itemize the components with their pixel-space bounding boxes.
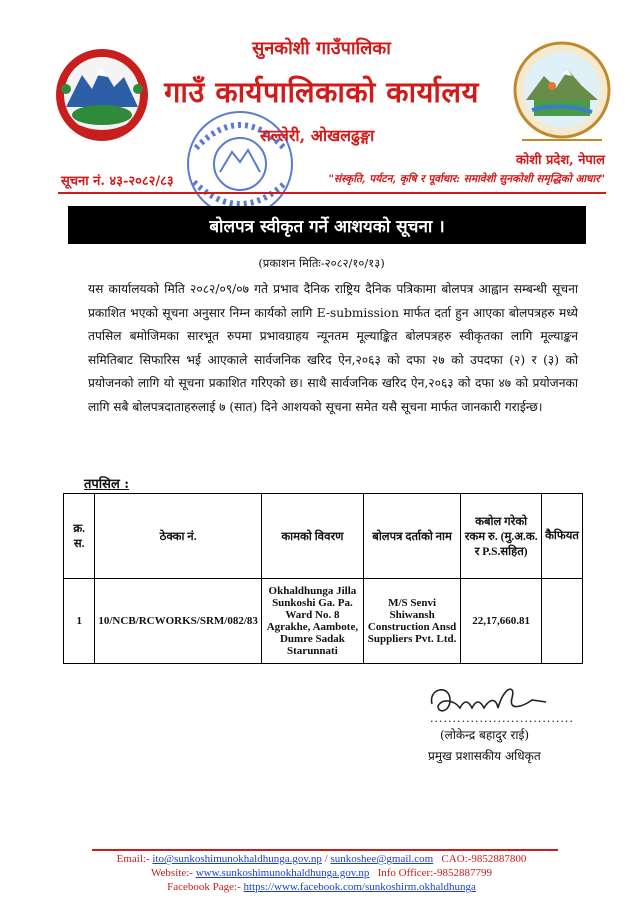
facebook-label: Facebook Page:- [167, 881, 241, 893]
office-address: सल्लेरी, ओखलढुङ्गा [260, 126, 375, 145]
org-name: सुनकोशी गाउँपालिका [252, 38, 391, 59]
province-name: कोशी प्रदेश, नेपाल [515, 153, 605, 168]
schedule-label: तपसिल : [84, 477, 130, 492]
signatory-name: (लोकेन्द्र बहादुर राई) [440, 728, 530, 742]
municipality-slogan: "संस्कृति, पर्यटन, कृषि र पूर्वाधार: समावेशी सुनकोशी समृद्धिको आधार" [328, 173, 605, 185]
header-amount: कबोल गरेको रकम रु. (मु.अ.क. र P.S.सहित) [461, 494, 542, 579]
header-bidder: बोलपत्र दर्ताको नाम [363, 494, 460, 579]
footer-website-line [0, 867, 643, 879]
header-contract-no: ठेक्का नं. [95, 494, 262, 579]
cell-remarks [542, 579, 583, 664]
facebook-link[interactable]: https://www.facebook.com/sunkoshirm.okhaldhunga [243, 881, 476, 893]
footer-divider [92, 849, 558, 851]
schedule-table [63, 493, 583, 664]
info-officer-contact: Info Officer:-9852887799 [377, 867, 492, 879]
office-name: गाउँ कार्यपालिकाको कार्यालय [164, 75, 479, 109]
footer-email-line [0, 853, 643, 865]
notice-title-band [68, 206, 586, 244]
email-link-ito[interactable]: ito@sunkoshimunokhaldhunga.gov.np [152, 853, 322, 865]
publication-date: (प्रकाशन मितिः-२०८२/१०/१३) [258, 256, 385, 270]
header-divider [58, 192, 606, 194]
table-row [64, 579, 583, 664]
signature-line: ................................ [430, 712, 574, 725]
header-sn: क्र. स. [64, 494, 95, 579]
header-description: कामको विवरण [261, 494, 363, 579]
email-separator: / [324, 853, 328, 865]
cell-description: Okhaldhunga Jilla Sunkoshi Ga. Pa. Ward No. 8 Agrakhe, Aambote, Dumre Sadak Starunnati [261, 579, 363, 664]
notice-reference-number: सूचना नं. ४३-२०८२/८३ [61, 174, 174, 189]
cao-contact: CAO:-9852887800 [441, 853, 527, 865]
email-label: Email:- [116, 853, 150, 865]
cell-contract-no: 10/NCB/RCWORKS/SRM/082/83 [95, 579, 262, 664]
header-remarks: कैफियत [542, 494, 583, 579]
notice-title: बोलपत्र स्वीकृत गर्ने आशयको सूचना । [209, 216, 445, 237]
footer-facebook-line [0, 881, 643, 893]
cell-bidder: M/S Senvi Shiwansh Construction Ansd Suppliers Pvt. Ltd. [363, 579, 460, 664]
website-label: Website:- [151, 867, 193, 879]
notice-body: यस कार्यालयको मिति २०८२/०९/०७ गते प्रभाव दैनिक राष्ट्रिय दैनिक पत्रिकामा बोलपत्र आह्वान सम्बन्धी सूचना प्रकाशित भएको सूचना अनुसार निम्न कार्यको लागि E-submission मार्फत दर्ता हुन आएका बोलपत्रहरु मध्ये तपसिल बमोजिमका सारभूत रुपमा प्रभावग्राहय न्यूनतम मूल्याङ्कित बोलपत्रहरु स्वीकृतका लागि मूल्याङ्कन समितिबाट सिफारिस भई आएकाले सार्वजनिक खरिद ऐन,२०६३ को दफा २७ को उपदफा (२) र (३) को प्रयोजनको लागि यो सूचना प्रकाशित गरिएको छ। साथै सार्वजनिक खरिद ऐन,२०६३ को दफा ४७ को प्रयोजनका लागि सबै बोलपत्रदाताहरुलाई ७ (सात) दिने आशयको सूचना समेत यसै सूचना मार्फत जानकारी गराईन्छ। [88, 282, 578, 414]
cell-sn: 1 [64, 579, 95, 664]
table-header-row [64, 494, 583, 579]
cell-amount: 22,17,660.81 [461, 579, 542, 664]
signatory-title: प्रमुख प्रशासकीय अधिकृत [428, 749, 541, 763]
website-link[interactable]: www.sunkoshimunokhaldhunga.gov.np [195, 867, 370, 879]
email-link-office[interactable]: sunkoshee@gmail.com [330, 853, 434, 865]
